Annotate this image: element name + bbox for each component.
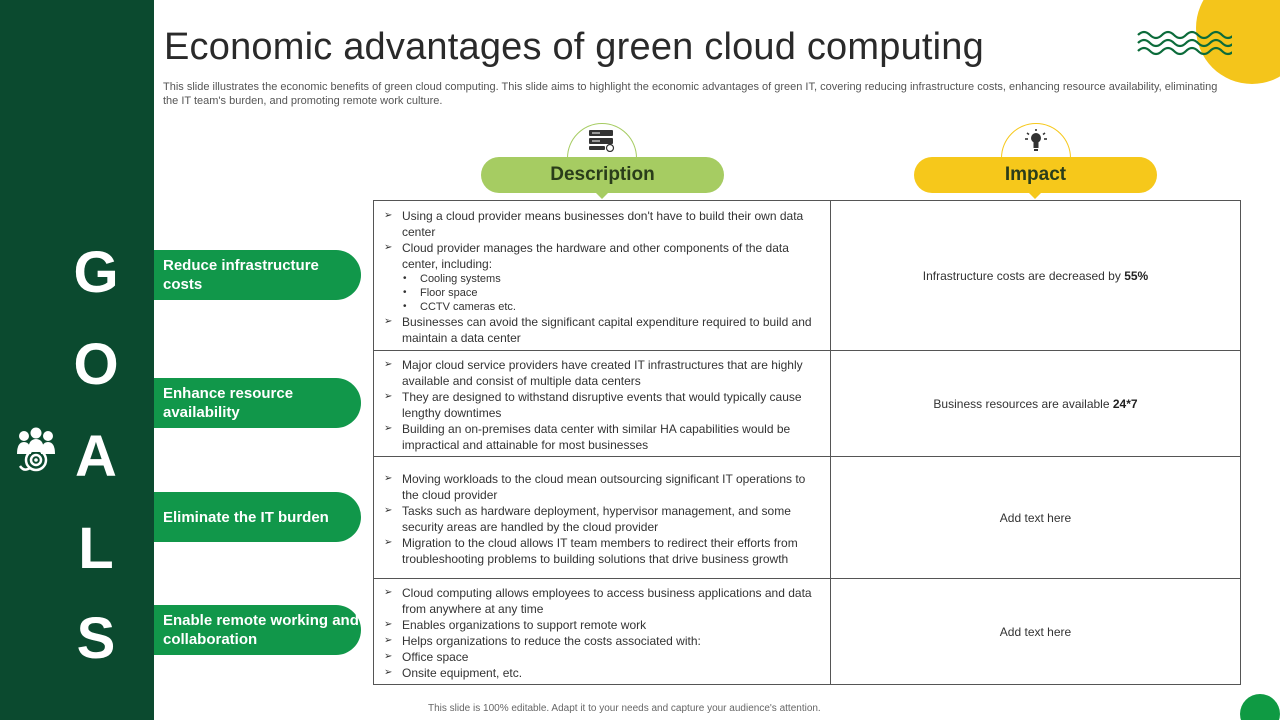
description-cell bbox=[374, 579, 831, 685]
table-row bbox=[374, 457, 1241, 579]
description-list bbox=[384, 208, 816, 346]
impact-value: 24*7 bbox=[1112, 396, 1138, 411]
description-point: ➢ Businesses can avoid the significant capital expenditure required to build and maintain a data center bbox=[384, 314, 816, 346]
sub-list bbox=[402, 272, 816, 314]
idea-icon bbox=[1022, 128, 1050, 152]
description-point: ➢ Moving workloads to the cloud mean outsourcing significant IT operations to the cloud provider bbox=[384, 471, 816, 503]
goals-letter-o: O bbox=[73, 332, 119, 397]
goal-label-remote-working: Enable remote working and collaboration bbox=[154, 605, 361, 655]
impact-cell bbox=[831, 579, 1241, 685]
description-point: ➢ Office space bbox=[384, 649, 816, 665]
description-point: ➢ Major cloud service providers have created IT infrastructures that are highly available and consist of multiple data centers bbox=[384, 357, 816, 389]
slide-footer-note: This slide is 100% editable. Adapt it to your needs and capture your audience's attention. bbox=[428, 703, 821, 714]
description-point: ➢ Helps organizations to reduce the costs associated with: bbox=[384, 633, 816, 649]
sub-point: • Cooling systems bbox=[402, 272, 816, 286]
goal-label-resource-availability: Enhance resource availability bbox=[154, 378, 361, 428]
goal-label-reduce-costs: Reduce infrastructure costs bbox=[154, 250, 361, 300]
goals-letter-l: L bbox=[78, 516, 114, 581]
decorative-green-circle bbox=[1240, 694, 1280, 720]
description-point-text: Cloud provider manages the hardware and other components of the data center, including: bbox=[402, 240, 789, 271]
goal-label-it-burden: Eliminate the IT burden bbox=[154, 492, 361, 542]
description-point: ➢ Cloud computing allows employees to access business applications and data from anywhere at any time bbox=[384, 585, 816, 617]
description-cell bbox=[374, 201, 831, 351]
description-point: ➢ Enables organizations to support remote work bbox=[384, 617, 816, 633]
description-list bbox=[384, 357, 816, 453]
impact-header-pointer bbox=[1028, 192, 1042, 199]
impact-text: Infrastructure costs are decreased by bbox=[922, 268, 1125, 283]
table-row bbox=[374, 201, 1241, 351]
impact-value: 55% bbox=[1124, 268, 1149, 283]
sub-point: • Floor space bbox=[402, 286, 816, 300]
impact-cell bbox=[831, 201, 1241, 351]
goals-letter-a: A bbox=[75, 424, 117, 489]
description-point: ➢ Onsite equipment, etc. bbox=[384, 665, 816, 681]
decorative-wave-lines bbox=[1136, 27, 1232, 59]
description-header: Description bbox=[481, 157, 724, 193]
team-goal-icon bbox=[14, 426, 58, 474]
description-list bbox=[384, 585, 816, 681]
slide-subtitle: This slide illustrates the economic benefits of green cloud computing. This slide aims to highlight the economic advantages of green IT, covering reducing infrastructure costs, enhancing resource availability, eliminating the IT team's burden, and promoting remote work culture. bbox=[163, 81, 1218, 107]
goals-letter-g: G bbox=[73, 240, 119, 305]
description-point: ➢ They are designed to withstand disruptive events that would typically cause lengthy downtimes bbox=[384, 389, 816, 421]
description-point: ➢ Using a cloud provider means businesses don't have to build their own data center bbox=[384, 208, 816, 240]
sub-point: • CCTV cameras etc. bbox=[402, 300, 816, 314]
table-row bbox=[374, 579, 1241, 685]
impact-cell bbox=[831, 351, 1241, 457]
impact-text: Add text here bbox=[999, 624, 1072, 639]
slide-title: Economic advantages of green cloud computing bbox=[164, 26, 984, 68]
description-list bbox=[384, 471, 816, 567]
description-point: ➢ Migration to the cloud allows IT team members to redirect their efforts from troubleshooting problems to building solutions that drive business growth bbox=[384, 535, 816, 567]
description-cell bbox=[374, 457, 831, 579]
description-point: ➢ Building an on-premises data center with similar HA capabilities would be impractical and attainable for most businesses bbox=[384, 421, 816, 453]
impact-cell bbox=[831, 457, 1241, 579]
description-cell bbox=[374, 351, 831, 457]
description-header-pointer bbox=[595, 192, 609, 199]
description-point: ➢ Tasks such as hardware deployment, hypervisor management, and some security areas are handled by the cloud provider bbox=[384, 503, 816, 535]
table-row bbox=[374, 351, 1241, 457]
goals-table bbox=[373, 200, 1241, 685]
description-point bbox=[384, 240, 816, 314]
impact-header: Impact bbox=[914, 157, 1157, 193]
server-icon bbox=[588, 128, 616, 152]
impact-text: Business resources are available bbox=[933, 396, 1113, 411]
goals-letter-s: S bbox=[76, 606, 116, 671]
impact-text: Add text here bbox=[999, 510, 1072, 525]
